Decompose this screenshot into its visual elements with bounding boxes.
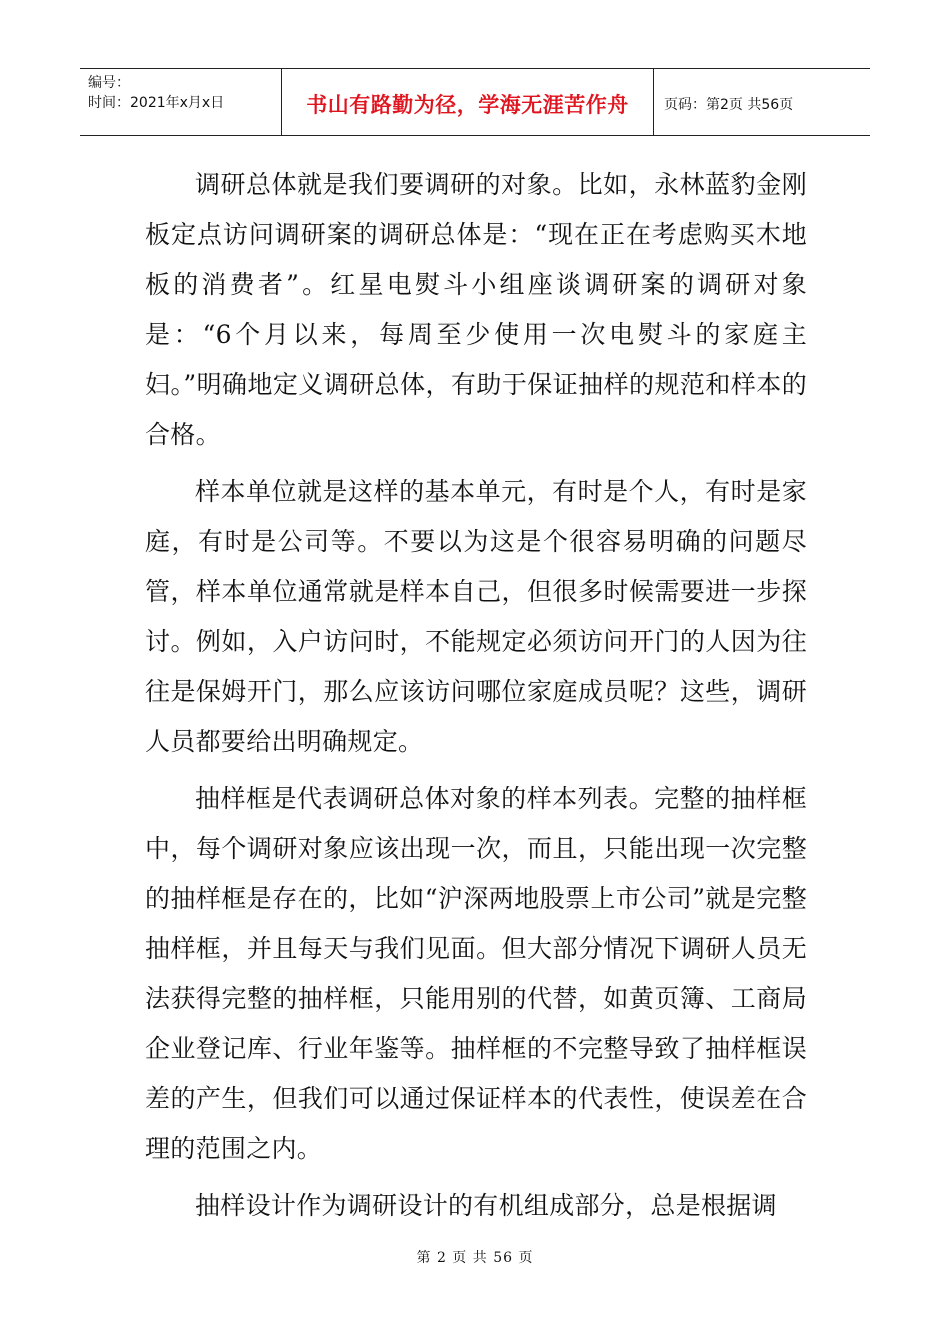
header-info-cell: [80, 69, 282, 135]
header-motto-cell: [282, 69, 654, 135]
body-paragraph: 样本单位就是这样的基本单元，有时是个人，有时是家庭，有时是公司等。不要以为这是个很容易明确的问题尽管，样本单位通常就是样本自己，但很多时候需要进一步探讨。例如，入户访问时，不能规定必须访问开门的人因为往往是保姆开门，那么应该访问哪位家庭成员呢？这些，调研人员都要给出明确规定。: [145, 477, 807, 756]
document-time-label: 时间：2021年x月x日: [88, 95, 225, 111]
page-footer: 第 2 页 共 56 页: [416, 1250, 534, 1266]
body-paragraph: 抽样框是代表调研总体对象的样本列表。完整的抽样框中，每个调研对象应该出现一次，而且，只能出现一次完整的抽样框是存在的，比如“沪深两地股票上市公司”就是完整抽样框，并且每天与我们见面。但大部分情况下调研人员无法获得完整的抽样框，只能用别的代替，如黄页簿、工商局企业登记库、行业年鉴等。抽样框的不完整导致了抽样框误差的产生，但我们可以通过保证样本的代表性，使误差在合理的范围之内。: [145, 784, 807, 1163]
body-paragraph: 抽样设计作为调研设计的有机组成部分，总是根据调: [195, 1191, 777, 1220]
body-paragraph: 调研总体就是我们要调研的对象。比如，永林蓝豹金刚板定点访问调研案的调研总体是：“现在正在考虑购买木地板的消费者”。红星电熨斗小组座谈调研案的调研对象是：“6个月以来，每周至少使用一次电熨斗的家庭主妇。”明确地定义调研总体，有助于保证抽样的规范和样本的合格。: [145, 170, 807, 449]
document-header: [80, 68, 870, 136]
header-motto: 书山有路勤为径，学海无涯苦作舟: [306, 93, 629, 117]
header-page-code: 页码：第2页 共56页: [664, 97, 794, 113]
document-body: [145, 160, 807, 1238]
document-number-label: 编号：: [88, 75, 130, 91]
header-page-cell: [654, 69, 870, 135]
